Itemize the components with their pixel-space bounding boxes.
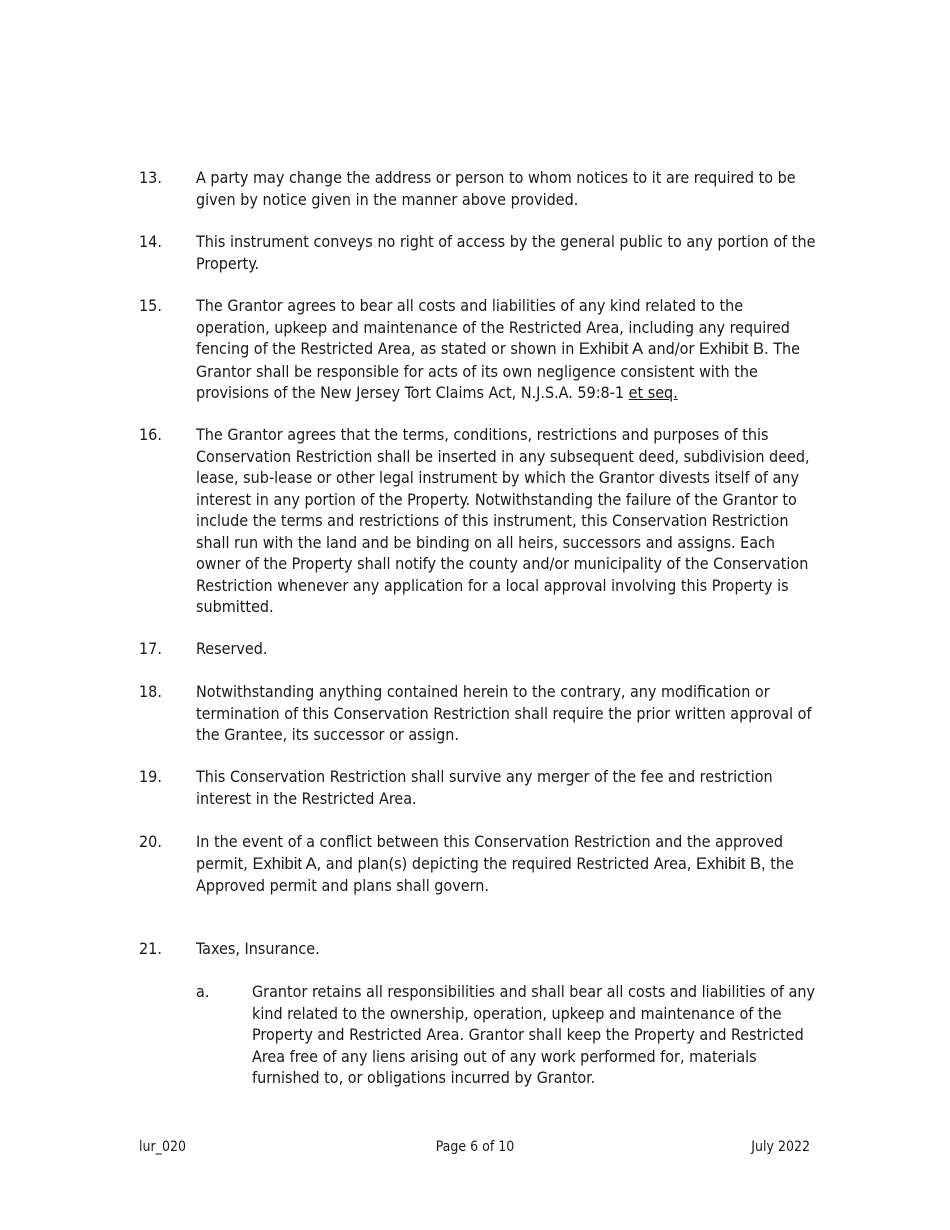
paragraph-number: 21.: [139, 939, 162, 958]
paragraph-number: 15.: [139, 296, 162, 315]
footer-page-number: Page 6 of 10: [435, 1139, 515, 1155]
text-run: The Grantor agrees to bear all costs and liabilities of any kind related to the operation, upkeep and maintenance of the Restricted Area, including any required fencing of the Restricted Area, as stated or shown in: [196, 296, 790, 358]
paragraph-19: [139, 766, 819, 809]
exhibit-a-reference: Exhibit A: [252, 854, 317, 873]
paragraph-text: [196, 295, 819, 404]
exhibit-b-reference: Exhibit B,: [695, 854, 766, 873]
paragraph-21: [139, 938, 819, 960]
paragraph-number: 14.: [139, 232, 162, 251]
paragraph-18: [139, 681, 819, 746]
paragraph-21a: [196, 981, 816, 1089]
text-run: and/or: [643, 339, 699, 358]
paragraph-text: Grantor retains all responsibilities and shall bear all costs and liabilities of any kind related to the ownership, operation, upkeep and maintenance of the Property and Restricted Area. Grantor shall keep the Property and Restricted Area free of any liens arising out of any work performed for, materials furnished to, or obligations incurred by Grantor.: [252, 982, 815, 1087]
paragraph-text: A party may change the address or person to whom notices to it are required to be given by notice given in the manner above provided.: [196, 168, 796, 209]
paragraph-number: 18.: [139, 682, 162, 701]
paragraph-text: Reserved.: [196, 639, 268, 658]
paragraph-13: [139, 167, 819, 210]
exhibit-a-reference: Exhibit A: [578, 340, 644, 358]
paragraph-text: Notwithstanding anything contained herein to the contrary, any modification or termination of this Conservation Restriction shall require the prior written approval of the Grantee, its successor or assign.: [196, 682, 812, 744]
et-seq-citation: et seq.: [628, 383, 678, 402]
paragraph-17: [139, 638, 819, 660]
text-run: . The Grantor shall be responsible for acts of its own negligence consistent with the provisions of the New Jersey Tort Claims Act, N.J.S.A. 59:8-1: [196, 339, 800, 402]
text-run: , and plan(s) depicting the required Restricted Area,: [316, 853, 696, 873]
text-run: In the event of a conflict between this Conservation Restriction and the approved permit,: [196, 832, 784, 873]
paragraph-heading: Taxes, Insurance.: [196, 939, 320, 958]
paragraph-text: [196, 831, 819, 897]
paragraph-text: This Conservation Restriction shall survive any merger of the fee and restriction interest in the Restricted Area.: [196, 767, 773, 808]
paragraph-number: 16.: [139, 425, 162, 444]
subparagraph-letter: a.: [196, 982, 210, 1001]
paragraph-text: The Grantor agrees that the terms, conditions, restrictions and purposes of this Conservation Restriction shall be inserted in any subsequent deed, subdivision deed, lease, sub-lease or other legal instrument by which the Grantor divests itself of any interest in any portion of the Property. Notwithstanding the failure of the Grantor to include the terms and restrictions of this instrument, this Conservation Restriction shall run with the land and be binding on all heirs, successors and assigns. Each owner of the Property shall notify the county and/or municipality of the Conservation Restriction whenever any application for a local approval involving this Property is submitted.: [196, 425, 810, 616]
paragraph-number: 13.: [139, 168, 162, 187]
paragraph-14: [139, 231, 819, 274]
paragraph-number: 20.: [139, 832, 162, 851]
paragraph-number: 19.: [139, 767, 162, 786]
paragraph-16: [139, 424, 819, 618]
footer-date: July 2022: [751, 1139, 810, 1155]
footer-form-id: lur_020: [139, 1139, 186, 1155]
paragraph-20: [139, 831, 819, 897]
paragraph-text: This instrument conveys no right of access by the general public to any portion of the Property.: [196, 232, 816, 273]
text-run: the Approved permit and plans shall govern.: [196, 853, 794, 895]
paragraph-15: [139, 295, 819, 404]
paragraph-number: 17.: [139, 639, 162, 658]
exhibit-b-reference: Exhibit B: [698, 340, 765, 358]
